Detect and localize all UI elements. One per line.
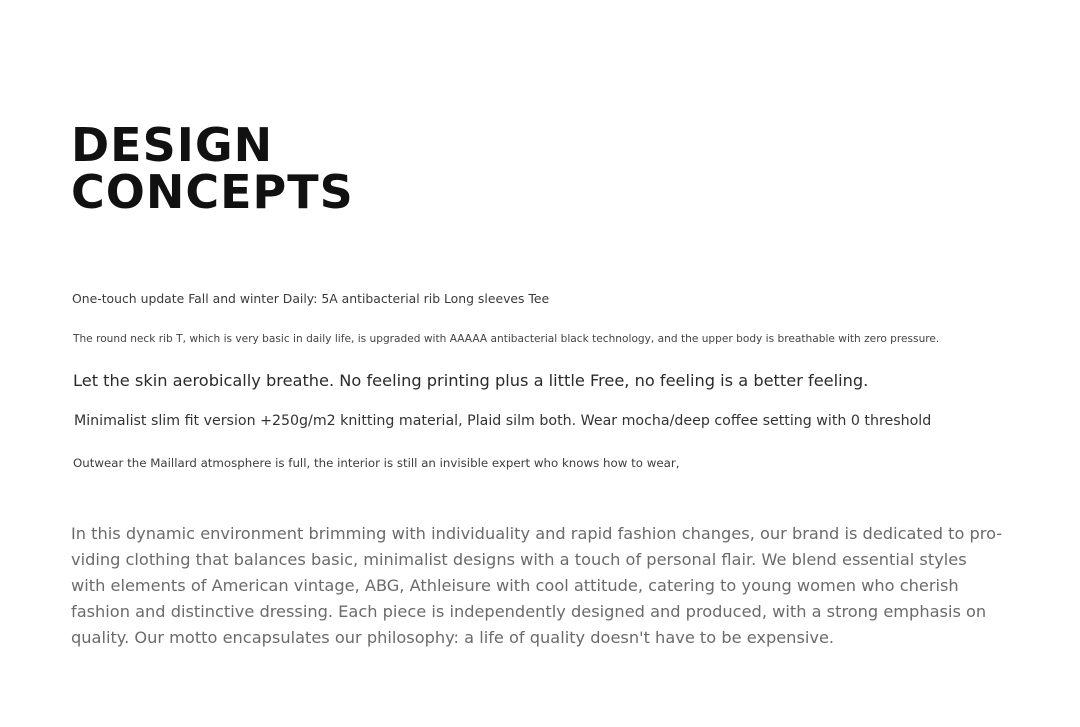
title-line-1: DESIGN — [71, 118, 274, 172]
description-line-3: Minimalist slim fit version +250g/m2 knitting material, Plaid silm both. Wear mocha/deep coffee setting with 0 threshold — [74, 413, 932, 429]
title-line-2: CONCEPTS — [71, 165, 354, 219]
description-line-1: The round neck rib T, which is very basic in daily life, is upgraded with AAAAA antibacterial black technology, and the upper body is breathable with zero pressure. — [73, 333, 940, 345]
description-line-4: Outwear the Maillard atmosphere is full, the interior is still an invisible expert who knows how to wear, — [73, 456, 680, 470]
brand-philosophy-paragraph: In this dynamic environment brimming with individuality and rapid fashion changes, our brand is dedicated to pro-viding clothing that balances basic, minimalist designs with a touch of personal flair. We blend essential styles with elements of American vintage, ABG, Athleisure with cool attitude, catering to young women who cherish fashion and distinctive dressing. Each piece is independently designed and produced, with a strong emphasis on quality. Our motto encapsulates our philosophy: a life of quality doesn't have to be expensive. — [71, 524, 1003, 647]
page-title — [71, 118, 354, 219]
product-tagline: One-touch update Fall and winter Daily: 5A antibacterial rib Long sleeves Tee — [72, 291, 550, 306]
description-line-2: Let the skin aerobically breathe. No feeling printing plus a little Free, no feeling is a better feeling. — [73, 371, 869, 390]
